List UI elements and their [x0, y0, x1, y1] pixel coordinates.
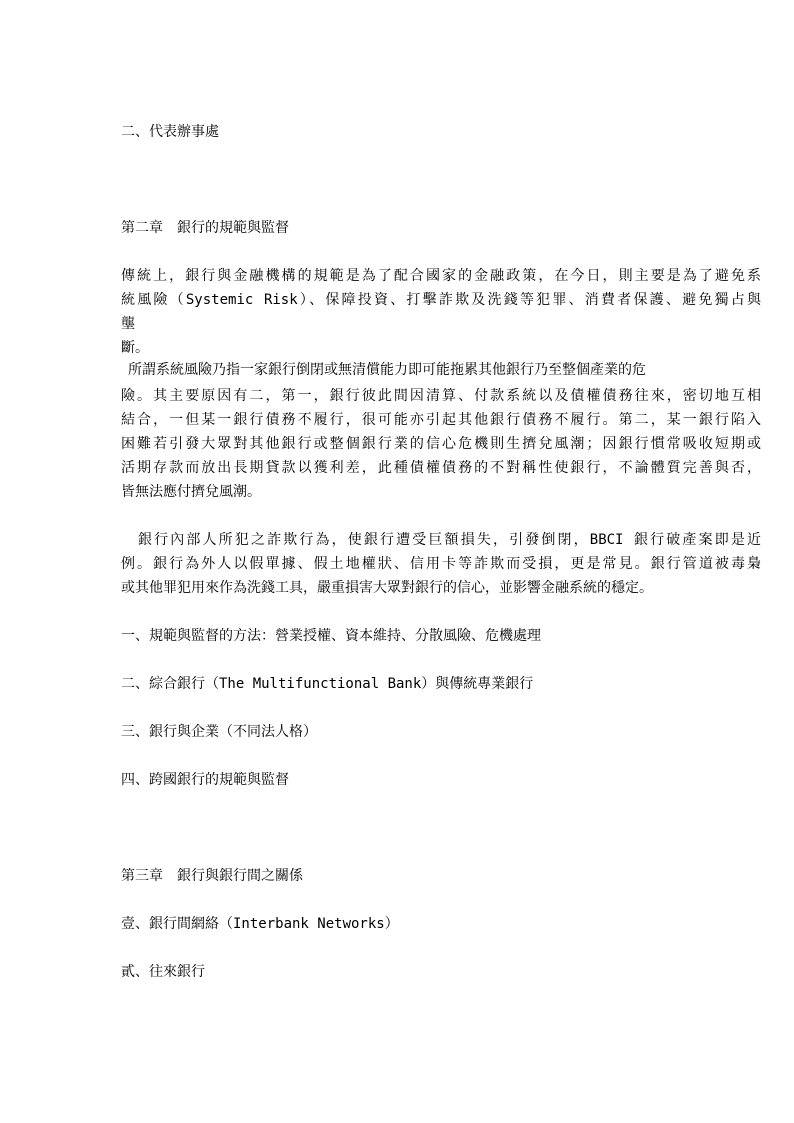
paragraph-line: 險。其主要原因有二，第一，銀行彼此間因清算、付款系統以及債權債務往來，密切地互相 [121, 388, 761, 404]
list-item: 三、銀行與企業（不同法人格） [121, 724, 317, 740]
paragraph-line: 銀行內部人所犯之詐欺行為，使銀行遭受巨額損失，引發倒閉，BBCI 銀行破產案即是近 [138, 532, 761, 548]
section-heading: 二、代表辦事處 [121, 124, 219, 140]
list-item: 一、規範與監督的方法：營業授權、資本維持、分散風險、危機處理 [121, 628, 541, 644]
paragraph-line: 斷。 [121, 340, 149, 356]
list-item: 二、綜合銀行（The Multifunctional Bank）與傳統專業銀行 [121, 676, 534, 692]
paragraph-line: 結合，一但某一銀行債務不履行，很可能亦引起其他銀行債務不履行。第二，某一銀行陷入 [121, 412, 761, 428]
paragraph-line: 傳統上，銀行與金融機構的規範是為了配合國家的金融政策，在今日，則主要是為了避免系 [121, 268, 761, 284]
list-item: 壹、銀行間網絡（Interbank Networks） [121, 916, 399, 932]
list-item: 四、跨國銀行的規範與監督 [121, 772, 289, 788]
paragraph-line: 皆無法應付擠兌風潮。 [121, 484, 261, 500]
list-item: 貳、往來銀行 [121, 964, 205, 980]
paragraph-line: 統風險（Systemic Risk）、保障投資、打擊詐欺及洗錢等犯罪、消費者保護、避免獨占與 [121, 292, 761, 308]
chapter-title: 第二章 銀行的規範與監督 [121, 220, 289, 236]
paragraph-line: 例。銀行為外人以假單據、假土地權狀、信用卡等詐欺而受損，更是常見。銀行管道被毒梟 [121, 556, 761, 572]
paragraph-line: 或其他罪犯用來作為洗錢工具，嚴重損害大眾對銀行的信心，並影響金融系統的穩定。 [121, 580, 653, 596]
chapter-title: 第三章 銀行與銀行間之關係 [121, 868, 303, 884]
paragraph-line: 所謂系統風險乃指一家銀行倒閉或無清償能力即可能拖累其他銀行乃至整個產業的危 [128, 362, 646, 378]
paragraph-line: 活期存款而放出長期貸款以獲利差，此種債權債務的不對稱性使銀行，不論體質完善與否， [121, 460, 761, 476]
paragraph-line: 困難若引發大眾對其他銀行或整個銀行業的信心危機則生擠兌風潮；因銀行慣常吸收短期或 [121, 436, 761, 452]
paragraph-line: 壟 [121, 316, 135, 332]
